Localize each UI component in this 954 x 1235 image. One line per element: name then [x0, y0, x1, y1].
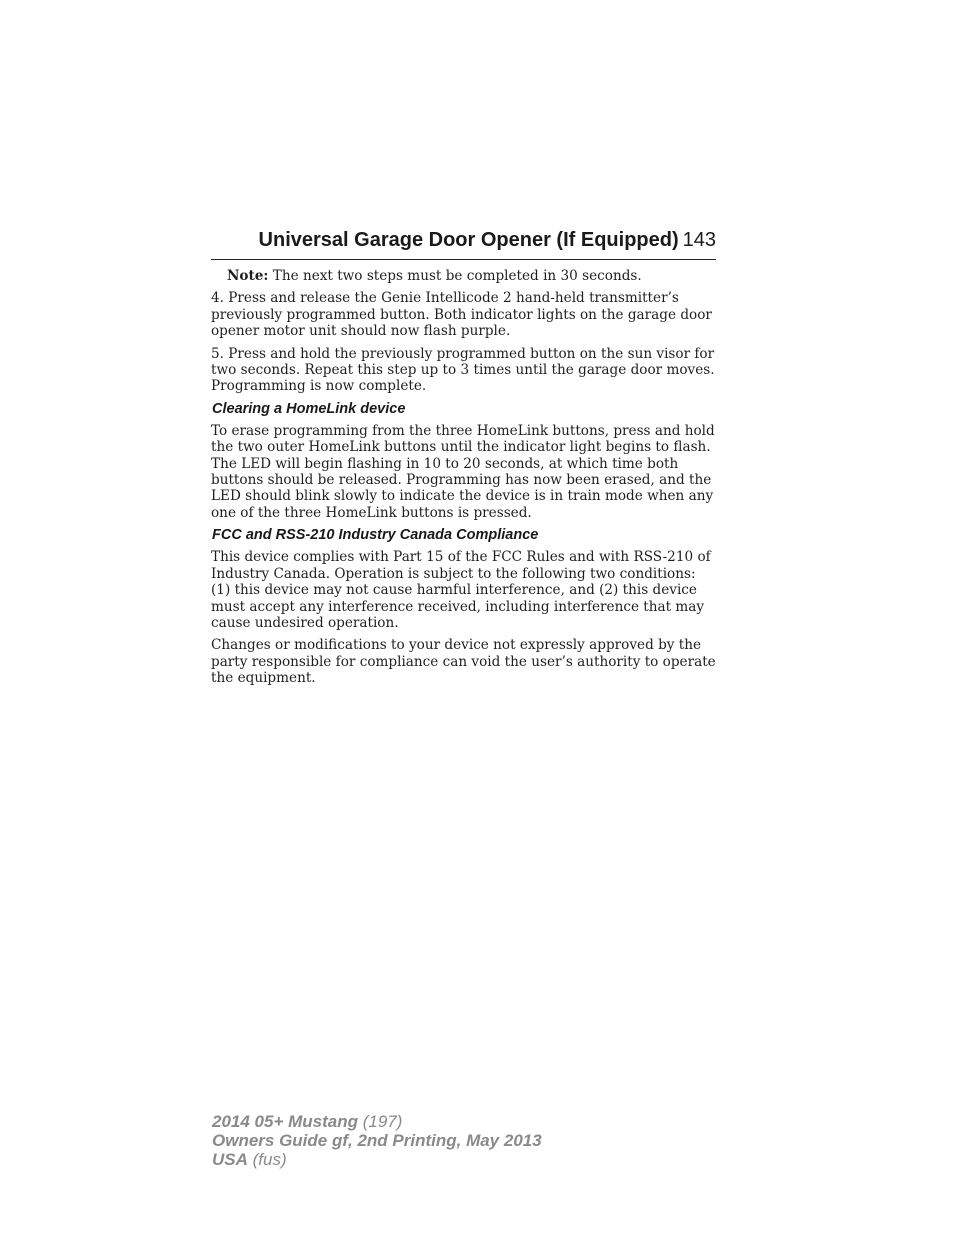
footer-model: 2014 05+ Mustang: [212, 1112, 358, 1131]
fcc-heading: FCC and RSS-210 Industry Canada Compliance: [212, 527, 539, 544]
clearing-body: To erase programming from the three HomeLink buttons, press and hold the two outer HomeLink buttons until the indicator light begins to flash. The LED will begin flashing in 10 to 20 seconds, at which time both buttons should be released. Programming has now been erased, and the LED should blink slowly to indicate the device is in train mode when any one of the three HomeLink buttons is pressed.: [211, 422, 715, 521]
footer-model-code: (197): [358, 1112, 403, 1131]
note-paragraph: [211, 268, 716, 284]
step-4-paragraph: 4. Press and release the Genie Intellicode 2 hand-held transmitter’s previously programmed button. Both indicator lights on the garage door opener motor unit should now flash purple.: [211, 290, 712, 340]
page-content: [211, 268, 716, 693]
footer-region: USA: [212, 1150, 248, 1169]
page-number: 143: [682, 229, 716, 251]
footer-guide-edition: Owners Guide gf, 2nd Printing, May 2013: [212, 1131, 542, 1150]
note-label: Note:: [227, 268, 269, 284]
fcc-body-1: This device complies with Part 15 of the FCC Rules and with RSS-210 of Industry Canada. Operation is subject to the following two conditions: (1) this device may not cause harmful interference, and (2) this device must accept any interference received, including interference that may cause undesired operation.: [211, 549, 711, 631]
page-footer: [212, 1112, 712, 1169]
fcc-body-2: Changes or modifications to your device not expressly approved by the party responsible for compliance can void the user’s authority to operate the equipment.: [211, 637, 716, 687]
clearing-heading: Clearing a HomeLink device: [212, 400, 406, 417]
footer-line-2: [212, 1131, 712, 1150]
footer-line-3: [212, 1150, 712, 1169]
page-header: [211, 229, 716, 260]
step-5-paragraph: 5. Press and hold the previously programmed button on the sun visor for two seconds. Repeat this step up to 3 times until the garage door moves. Programming is now complete.: [211, 345, 715, 395]
footer-region-code: (fus): [247, 1150, 287, 1169]
note-text: The next two steps must be completed in 30 seconds.: [268, 268, 642, 284]
section-title: Universal Garage Door Opener (If Equipped): [258, 229, 679, 251]
footer-line-1: [212, 1112, 712, 1131]
